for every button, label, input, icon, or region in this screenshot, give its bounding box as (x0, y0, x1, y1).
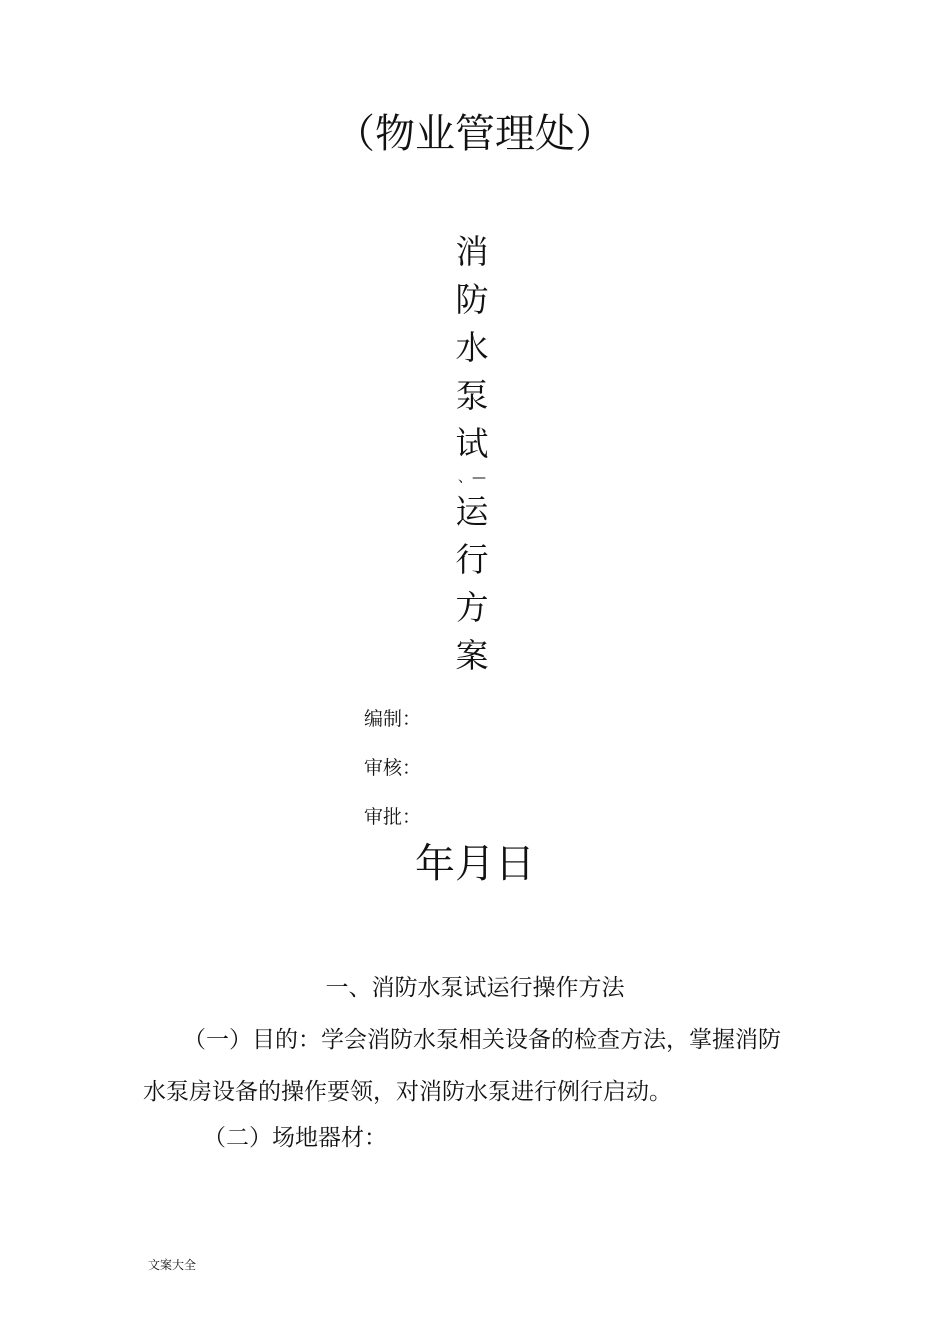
title-char: 方 (455, 588, 489, 627)
approved-by-label: 审批： (364, 806, 422, 828)
document-title-vertical (450, 228, 494, 680)
purpose-paragraph: （一）目的：学会消防水泵相关设备的检查方法，掌握消防水泵房设备的操作要领，对消防水泵进行例行启动。 (143, 1027, 781, 1105)
section-title: 一、消防水泵试运行操作方法 (325, 975, 625, 1001)
organization-title: （物业管理处） (335, 111, 615, 157)
title-char: 水 (455, 328, 489, 367)
footer-label: 文案大全 (148, 1258, 197, 1272)
reviewed-by-label: 审核： (364, 757, 422, 779)
title-char: 运 (455, 492, 489, 531)
title-char: 行 (455, 540, 489, 579)
equipment-heading: （二）场地器材： (203, 1125, 387, 1151)
compiled-by-label: 编制： (364, 708, 422, 730)
title-char: 案 (455, 636, 489, 675)
date-line: 年月日 (415, 841, 535, 887)
title-char: 泵 (455, 376, 489, 415)
title-char: 试 (455, 424, 489, 463)
title-punctuation: 、— (458, 470, 486, 486)
title-char: 防 (455, 280, 489, 319)
title-char: 消 (455, 232, 489, 271)
